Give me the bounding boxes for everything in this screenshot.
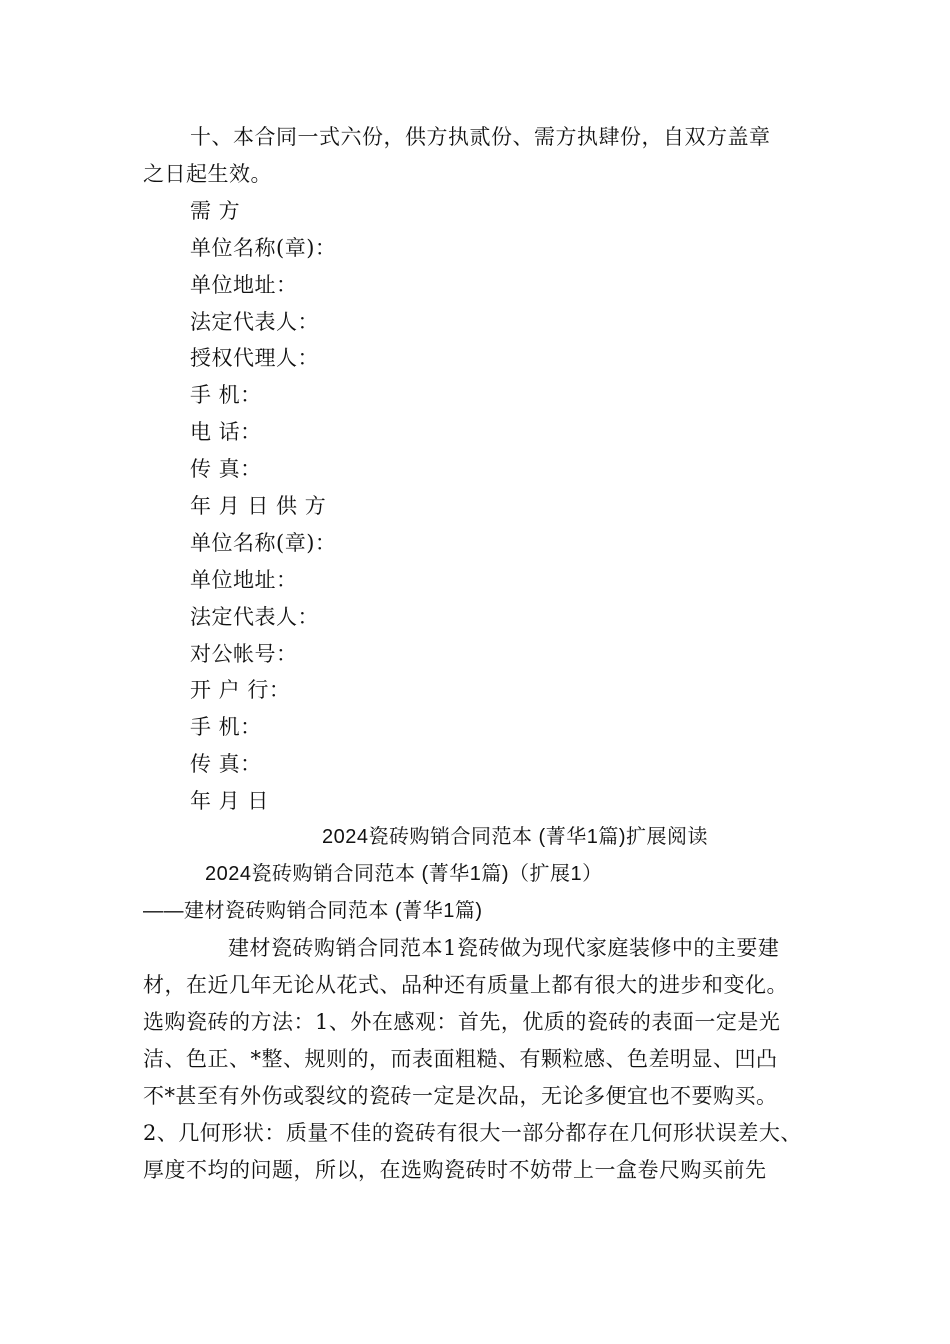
- buyer-address-field: 单位地址：: [190, 273, 298, 297]
- extended-reading-subsubtitle: ——建材瓷砖购销合同范本 (菁华1篇): [143, 900, 483, 922]
- buyer-heading: 需 方: [190, 199, 241, 223]
- paragraph-line: 洁、色正、*整、规则的，而表面粗糙、有颗粒感、色差明显、凹凸: [143, 1047, 778, 1071]
- paragraph-line: 厚度不均的问题，所以，在选购瓷砖时不妨带上一盒卷尺购买前先: [143, 1158, 767, 1182]
- paragraph-line: 不*甚至有外伤或裂纹的瓷砖一定是次品，无论多便宜也不要购买。: [143, 1084, 778, 1108]
- buyer-company-field: 单位名称(章)：: [190, 236, 337, 260]
- extended-reading-title: 2024瓷砖购销合同范本 (菁华1篇)扩展阅读: [322, 826, 708, 848]
- buyer-phone-field: 电 话：: [190, 420, 262, 444]
- paragraph-line: 建材瓷砖购销合同范本1瓷砖做为现代家庭装修中的主要建: [228, 936, 780, 960]
- paragraph-line: 选购瓷砖的方法：1、外在感观：首先，优质的瓷砖的表面一定是光: [143, 1010, 781, 1034]
- date-end: 年 月 日: [190, 789, 269, 813]
- supplier-company-field: 单位名称(章)：: [190, 531, 337, 555]
- clause-10-line-1: 十、本合同一式六份，供方执贰份、需方执肆份，自双方盖章: [190, 125, 771, 149]
- clause-10-line-2: 之日起生效。: [143, 162, 272, 186]
- extended-reading-subtitle: 2024瓷砖购销合同范本 (菁华1篇)（扩展1）: [205, 863, 603, 885]
- buyer-legal-rep-field: 法定代表人：: [190, 310, 319, 334]
- date-supplier-heading: 年 月 日 供 方: [190, 494, 327, 518]
- buyer-agent-field: 授权代理人：: [190, 346, 319, 370]
- buyer-fax-field: 传 真：: [190, 457, 262, 481]
- supplier-bank-field: 开 户 行：: [190, 678, 291, 702]
- supplier-mobile-field: 手 机：: [190, 715, 262, 739]
- paragraph-line: 材，在近几年无论从花式、品种还有质量上都有很大的进步和变化。: [143, 973, 788, 997]
- supplier-fax-field: 传 真：: [190, 752, 262, 776]
- buyer-mobile-field: 手 机：: [190, 383, 262, 407]
- supplier-account-field: 对公帐号：: [190, 642, 298, 666]
- paragraph-line: 2、几何形状：质量不佳的瓷砖有很大一部分都存在几何形状误差大、: [143, 1121, 802, 1145]
- supplier-address-field: 单位地址：: [190, 568, 298, 592]
- supplier-legal-rep-field: 法定代表人：: [190, 605, 319, 629]
